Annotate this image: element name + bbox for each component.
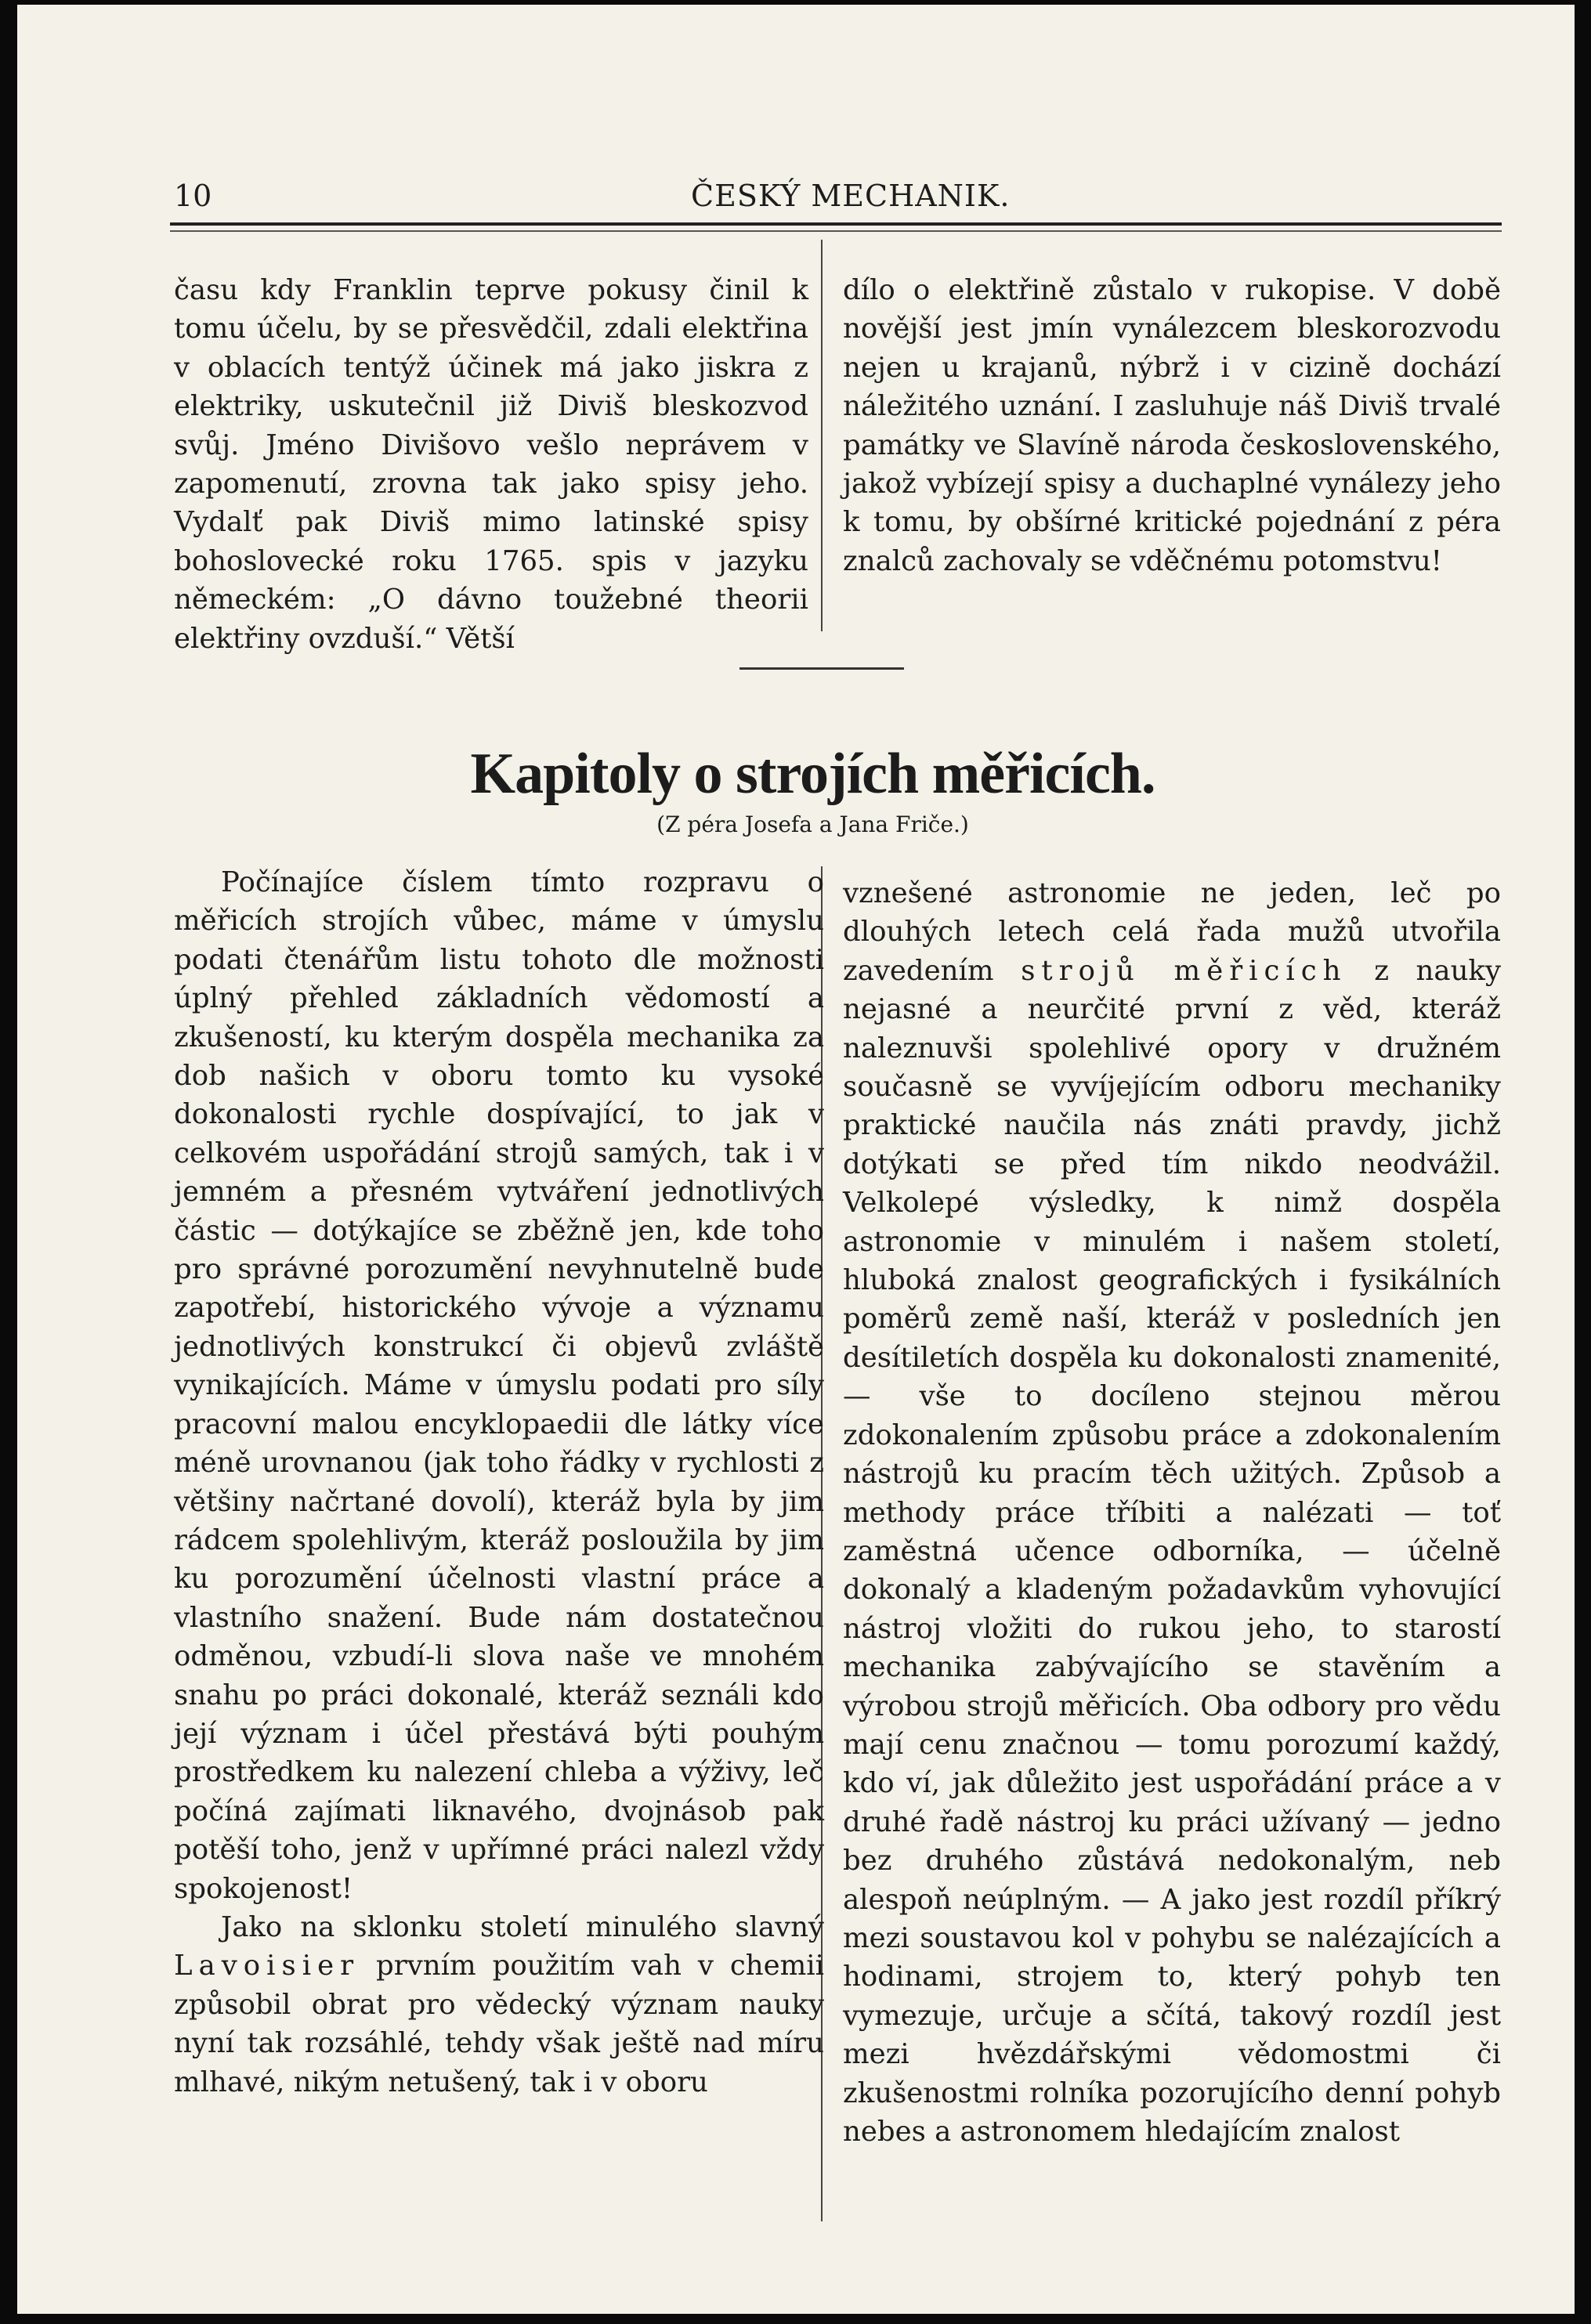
top-right-column	[843, 271, 1501, 580]
column-divider-top	[821, 240, 823, 631]
header-rule-thick	[170, 222, 1502, 226]
article-paragraph-1: Počínajíce číslem tímto rozpravu o měřicích strojích vůbec, máme v úmyslu podati čtenářům listu tohoto dle možnosti úplný přehled základních vědomostí a zkušeností, ku kterým dospěla mechanika za dob našich v oboru tomto ku vysoké dokonalosti rychle dospívající, to jak v celkovém uspořádání strojů samých, tak i v jemném a přesném vytváření jednotlivých částic — dotýkajíce se zběžně jen, kde toho pro správné porozumění nevyhnutelně bude zapotřebí, historického vývoje a významu jednotlivých konstrukcí či objevů zvláště vynikajících. Máme v úmyslu podati pro síly pracovní malou encyklopaedii dle látky více méně urovnanou (jak toho řádky v rychlosti z většiny načrtané dovolí), kteráž byla by jim rádcem spolehlivým, kteráž posloužila by jim ku porozumění účelnosti vlastní práce a vlastního snažení. Bude nám dostatečnou odměnou, vzbudí-li slova naše ve mnohém snahu po práci dokonalé, kteráž seználi kdo její význam i účel přestává býti pouhým prostředkem ku nalezení chleba a výživy, leč počíná zajímati liknavého, dvojnásob pak potěší toho, jenž v upřímné práci nalezl vždy spokojenost!	[174, 866, 824, 1905]
top-right-text: dílo o elektřině zůstalo v rukopise. V době novější jest jmín vynálezcem bleskorozvodu nejen u krajanů, nýbrž i v cizině dochází náležitého uznání. I zasluhuje náš Diviš trvalé památky ve Slavíně národa československého, jakož vybízejí spisy a duchaplné vynálezy jeho k tomu, by obšírné kritické pojednání z péra znalců zachovaly se vděčnému potomstvu!	[843, 274, 1501, 577]
article-byline: (Z péra Josefa a Jana Friče.)	[656, 811, 969, 837]
article-right-text	[843, 874, 1501, 2151]
article-paragraph-2	[174, 1908, 824, 2102]
paragraph-2-start: Jako na sklonku století minulého slavný	[221, 1910, 824, 1943]
right-text-end: z nauky nejasné a neurčité první z věd, kteráž naleznuvši spolehlivé opory v družném současně se vyvíjejícím odboru mechaniky praktické naučila nás znáti pravdy, jichž dotýkati se před tím nikdo neodvážil. Velkolepé výsledky, k nimž dospěla astronomie v minulém i našem století, hluboká znalost geografických i fysikálních poměrů země naší, kteráž v posledních jen desítiletích dospěla ku dokonalosti znamenité, — vše to docíleno stejnou měrou zdokonalením způsobu práce a zdokonalením nástrojů ku pracím těch užitých. Způsob a methody práce tříbiti a nalézati — toť zaměstná učence odborníka, — účelně dokonalý a kladeným požadavkům vyhovující nástroj vložiti do rukou jeho, to starostí mechanika zabývajícího se stavěním a výrobou strojů měřicích. Oba odbory pro vědu mají cenu značnou — tomu porozumí každý, kdo ví, jak důležito jest uspořádání práce a v druhé řadě nástroj ku práci užívaný — jedno bez druhého zůstává nedokonalým, neb alespoň neúplným. — A jako jest rozdíl příkrý mezi soustavou kol v pohybu se nalézajících a hodinami, strojem to, který pohyb ten vymezuje, určuje a sčítá, takový rozdíl jest mezi hvězdářskými vědomostmi či zkušenostmi rolníka pozorujícího denní pohyb nebes a astronomem hledajícím znalost	[843, 954, 1501, 2148]
running-title: ČESKÝ MECHANIK.	[691, 179, 1011, 213]
section-separator	[739, 667, 904, 670]
article-title: Kapitoly o strojích měřicích.	[470, 742, 1155, 806]
article-left-column	[174, 863, 824, 2102]
lavoisier-name: Lavoisier	[174, 1950, 360, 1982]
paragraph-2-end: způsobil obrat pro vědecký význam nauky nyní tak rozsáhlé, tehdy však ještě nad míru mlhavé, nikým netušený, tak i v oboru	[174, 1988, 824, 2098]
article-right-column	[843, 874, 1501, 2151]
right-text-start: vznešené astronomie ne jeden, leč po dlouhých letech celá řada mužů utvořila zavedením	[843, 877, 1501, 987]
page	[17, 5, 1575, 2314]
right-text-emphasis: strojů měřicích	[1021, 954, 1347, 987]
top-left-text: času kdy Franklin teprve pokusy činil k tomu účelu, by se přesvědčil, zdali elektřina v oblacích tentýž účinek má jako jiskra z elektriky, uskutečnil již Diviš bleskozvod svůj. Jméno Divišovo vešlo neprávem v zapomenutí, zrovna tak jako spisy jeho. Vydalť pak Diviš mimo latinské spisy bohoslovecké roku 1765. spis v jazyku německém: „O dávno toužebné theorii elektřiny ovzduší.“ Větší	[174, 274, 808, 655]
paragraph-2-mid: prvním použitím vah v chemii	[376, 1950, 824, 1982]
header-rule-thin	[170, 230, 1502, 232]
page-number: 10	[174, 179, 212, 213]
top-left-column	[174, 271, 808, 658]
